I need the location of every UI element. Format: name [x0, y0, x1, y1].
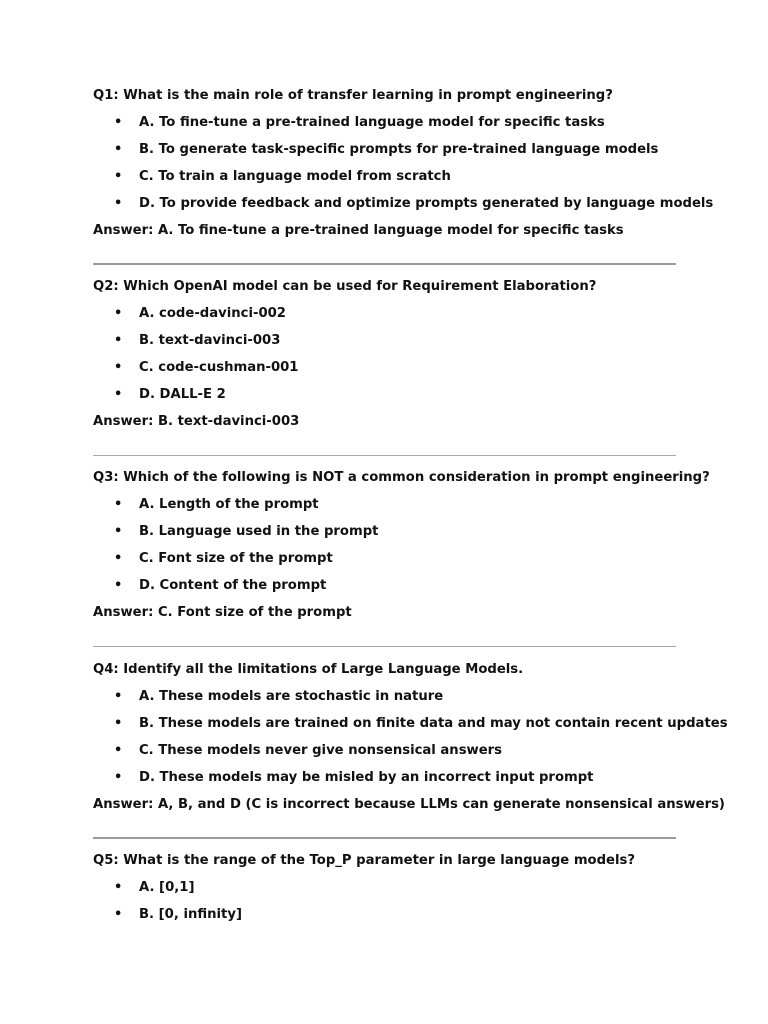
question-2-option-b: • B. text-davinci-003: [114, 333, 281, 348]
question-1-answer: Answer: A. To fine-tune a pre-trained language model for specific tasks: [93, 223, 624, 238]
question-3-option-c: • C. Font size of the prompt: [114, 551, 333, 566]
question-5-text: Q5: What is the range of the Top_P parameter in large language models?: [93, 853, 636, 868]
question-3-answer: Answer: C. Font size of the prompt: [93, 605, 352, 620]
bullet-icon: •: [114, 196, 123, 211]
bullet-icon: •: [114, 578, 123, 593]
bullet-icon: •: [114, 169, 123, 184]
question-2-option-c: • C. code-cushman-001: [114, 360, 299, 375]
bullet-icon: •: [114, 497, 123, 512]
question-3-option-a: • A. Length of the prompt: [114, 497, 319, 512]
bullet-icon: •: [114, 689, 123, 704]
question-block-4: [93, 662, 728, 813]
bullet-icon: •: [114, 551, 123, 566]
section-divider: [93, 646, 676, 647]
question-4-option-d: • D. These models may be misled by an incorrect input prompt: [114, 770, 594, 785]
question-4-answer: Answer: A, B, and D (C is incorrect because LLMs can generate nonsensical answers): [93, 797, 725, 812]
question-3-option-d: • D. Content of the prompt: [114, 578, 327, 593]
bullet-icon: •: [114, 770, 123, 785]
question-5-option-b: • B. [0, infinity]: [114, 907, 242, 922]
question-3-text: Q3: Which of the following is NOT a common consideration in prompt engineering?: [93, 470, 710, 485]
question-4-option-c: • C. These models never give nonsensical answers: [114, 743, 503, 758]
question-2-option-a: • A. code-davinci-002: [114, 306, 286, 321]
question-1-option-c: • C. To train a language model from scratch: [114, 169, 451, 184]
section-divider: [93, 837, 676, 839]
question-block-2: [93, 279, 676, 430]
bullet-icon: •: [114, 142, 123, 157]
question-4-option-a: • A. These models are stochastic in nature: [114, 689, 444, 704]
bullet-icon: •: [114, 115, 123, 130]
question-2-option-d: • D. DALL-E 2: [114, 387, 226, 402]
question-1-option-d: • D. To provide feedback and optimize prompts generated by language models: [114, 196, 714, 211]
question-1-text: Q1: What is the main role of transfer learning in prompt engineering?: [93, 88, 613, 103]
question-1-option-b: • B. To generate task-specific prompts for pre-trained language models: [114, 142, 659, 157]
question-4-text: Q4: Identify all the limitations of Large Language Models.: [93, 662, 524, 677]
bullet-icon: •: [114, 907, 123, 922]
question-5-option-a: • A. [0,1]: [114, 880, 195, 895]
question-4-option-b: • B. These models are trained on finite data and may not contain recent updates: [114, 716, 728, 731]
question-block-1: [93, 88, 714, 239]
bullet-icon: •: [114, 306, 123, 321]
question-1-option-a: • A. To fine-tune a pre-trained language model for specific tasks: [114, 115, 605, 130]
section-divider: [93, 455, 676, 456]
question-block-3: [93, 470, 710, 621]
section-divider: [93, 263, 676, 265]
bullet-icon: •: [114, 333, 123, 348]
bullet-icon: •: [114, 360, 123, 375]
question-block-5: [93, 853, 676, 923]
bullet-icon: •: [114, 880, 123, 895]
bullet-icon: •: [114, 743, 123, 758]
question-2-text: Q2: Which OpenAI model can be used for Requirement Elaboration?: [93, 279, 597, 294]
bullet-icon: •: [114, 716, 123, 731]
question-2-answer: Answer: B. text-davinci-003: [93, 414, 300, 429]
bullet-icon: •: [114, 387, 123, 402]
question-3-option-b: • B. Language used in the prompt: [114, 524, 379, 539]
bullet-icon: •: [114, 524, 123, 539]
